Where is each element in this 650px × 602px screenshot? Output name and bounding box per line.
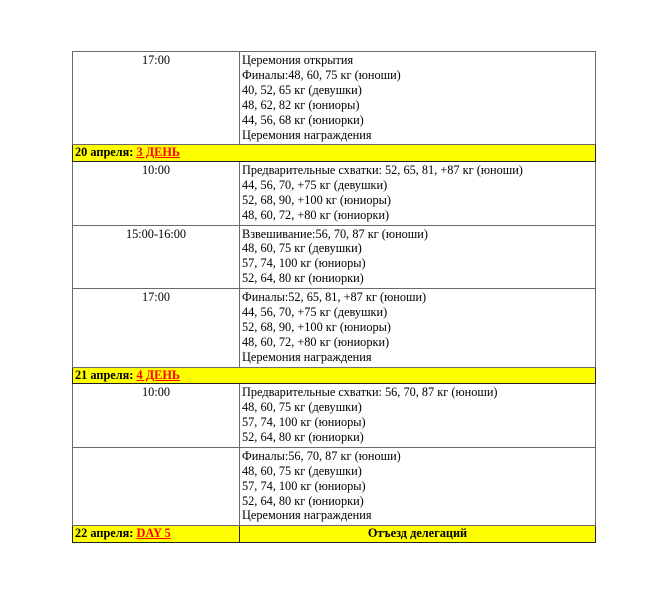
events-cell: [240, 225, 596, 289]
event-line: 48, 60, 72, +80 кг (юниорки): [242, 207, 390, 222]
schedule-row: [73, 289, 596, 368]
date-label: 21 апреля:: [75, 367, 134, 382]
date-label: 22 апреля:: [75, 526, 134, 541]
schedule-row: [73, 447, 596, 526]
event-line: Церемония награждения: [242, 508, 372, 523]
day-number-label: DAY 5: [136, 526, 171, 541]
event-line: 48, 60, 75 кг (девушки): [242, 400, 362, 415]
event-line: 48, 60, 75 кг (девушки): [242, 241, 362, 256]
event-schedule-table: [72, 51, 596, 543]
event-line: 57, 74, 100 кг (юниоры): [242, 415, 366, 430]
time-cell: 10:00: [73, 161, 240, 225]
day-label-cell: [73, 145, 596, 162]
event-line: Церемония открытия: [242, 53, 354, 67]
event-line: Церемония награждения: [242, 127, 372, 142]
departure-cell: Отъезд делегаций: [240, 526, 596, 543]
event-line: 57, 74, 100 кг (юниоры): [242, 256, 366, 271]
event-line: 48, 60, 75 кг (девушки): [242, 463, 362, 478]
event-line: Церемония награждения: [242, 349, 372, 364]
schedule-row: [73, 225, 596, 289]
day-label-cell: [73, 526, 240, 543]
time-cell: [73, 447, 240, 526]
events-cell: [240, 447, 596, 526]
events-cell: [240, 289, 596, 368]
schedule-table-body: [73, 52, 596, 543]
event-line: 52, 68, 90, +100 кг (юниоры): [242, 320, 391, 334]
event-line: Предварительные схватки: 56, 70, 87 кг (юноши): [242, 385, 498, 400]
event-line: 52, 68, 90, +100 кг (юниоры): [242, 192, 391, 207]
event-line: Взвешивание:56, 70, 87 кг (юноши): [242, 226, 428, 241]
event-line: 44, 56, 70, +75 кг (девушки): [242, 305, 388, 320]
event-line: 57, 74, 100 кг (юниоры): [242, 478, 366, 493]
day-header-row: [73, 526, 596, 543]
time-cell: 17:00: [73, 289, 240, 368]
day-header-row: [73, 367, 596, 384]
event-line: Предварительные схватки: 52, 65, 81, +87 кг (юноши): [242, 162, 523, 177]
event-line: 52, 64, 80 кг (юниорки): [242, 271, 364, 286]
date-label: 20 апреля:: [75, 145, 134, 160]
day-label-cell: [73, 367, 596, 384]
time-cell: 17:00: [73, 52, 240, 145]
schedule-row: [73, 52, 596, 145]
event-line: 44, 56, 68 кг (юниорки): [242, 112, 364, 127]
event-line: 48, 60, 72, +80 кг (юниорки): [242, 334, 390, 349]
event-line: 52, 64, 80 кг (юниорки): [242, 493, 364, 508]
event-line: 52, 64, 80 кг (юниорки): [242, 429, 364, 444]
event-line: 48, 62, 82 кг (юниоры): [242, 97, 360, 112]
event-line: Финалы:52, 65, 81, +87 кг (юноши): [242, 290, 427, 305]
day-header-row: [73, 145, 596, 162]
event-line: 44, 56, 70, +75 кг (девушки): [242, 177, 388, 192]
day-number-label: 3 ДЕНЬ: [136, 145, 181, 160]
events-cell: [240, 52, 596, 145]
event-line: 40, 52, 65 кг (девушки): [242, 82, 362, 97]
time-cell: 10:00: [73, 384, 240, 448]
day-number-label: 4 ДЕНЬ: [136, 367, 181, 382]
schedule-row: [73, 384, 596, 448]
event-line: Финалы:48, 60, 75 кг (юноши): [242, 67, 401, 82]
schedule-row: [73, 161, 596, 225]
time-cell: 15:00-16:00: [73, 225, 240, 289]
events-cell: [240, 161, 596, 225]
events-cell: [240, 384, 596, 448]
event-line: Финалы:56, 70, 87 кг (юноши): [242, 448, 401, 463]
